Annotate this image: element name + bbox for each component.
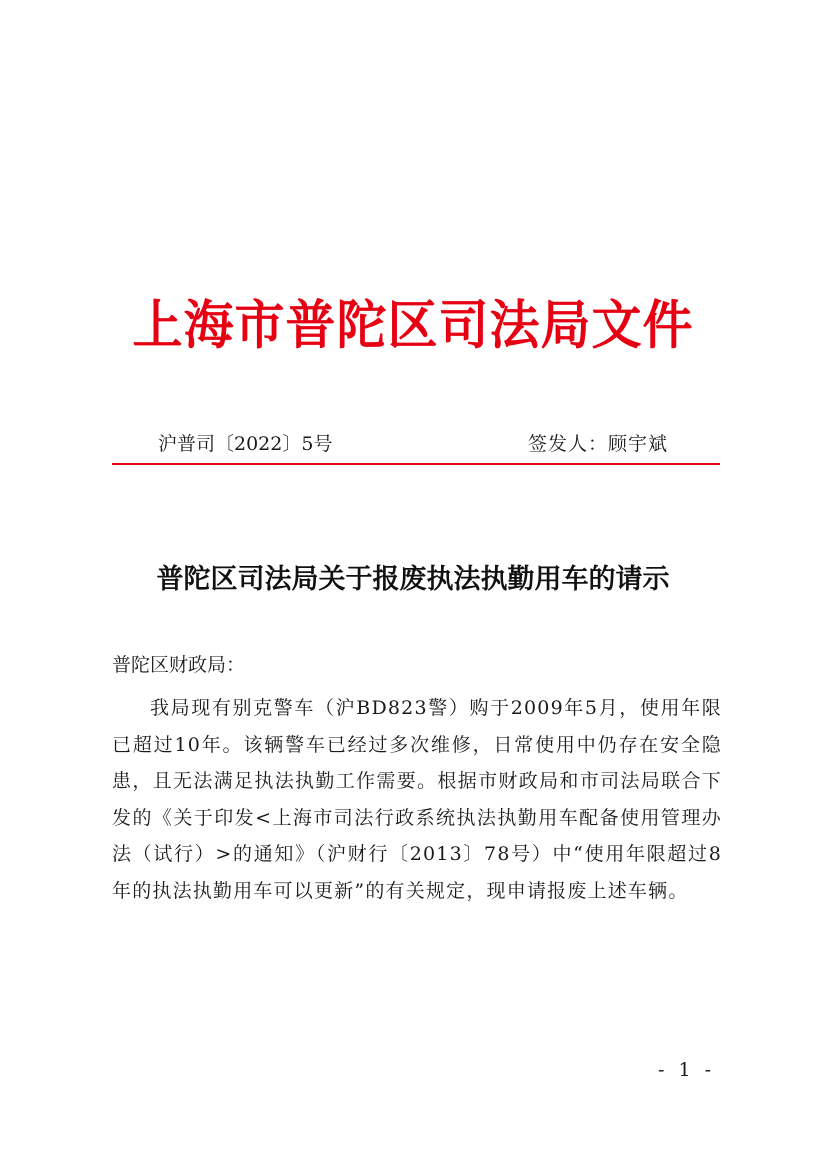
document-title: 普陀区司法局关于报废执法执勤用车的请示 bbox=[156, 564, 670, 595]
addressee: 普陀区财政局： bbox=[112, 654, 246, 676]
page-number: - 1 - bbox=[658, 1059, 716, 1081]
red-divider-line bbox=[112, 463, 720, 465]
signer: 签发人：顾宇斌 bbox=[528, 433, 669, 455]
masthead-title: 上海市普陀区司法局文件 bbox=[132, 293, 694, 356]
body-paragraph: 我局现有别克警车（沪BD823警）购于2009年5月，使用年限已超过10年。该辆警车已经过多次维修，日常使用中仍存在安全隐患，且无法满足执法执勤工作需要。根据市财政局和市司法局联合下发的《关于印发<上海市司法行政系统执法执勤用车配备使用管理办法（试行）>的通知》（沪财行〔2013〕78号）中“使用年限超过8年的执法执勤用车可以更新”的有关规定，现申请报废上述车辆。 bbox=[112, 697, 722, 902]
document-number: 沪普司〔2022〕5号 bbox=[158, 433, 333, 455]
